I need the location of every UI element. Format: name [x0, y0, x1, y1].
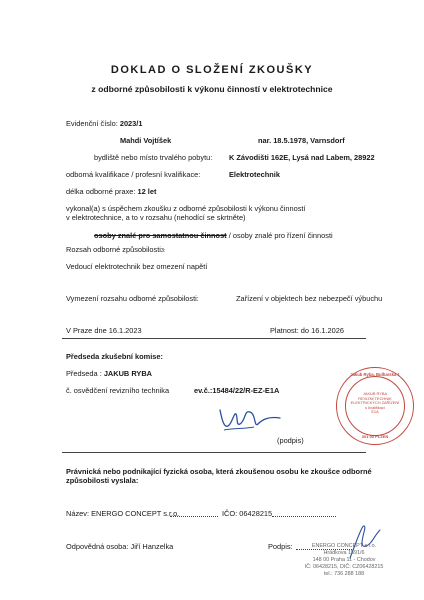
company-stamp-line: IČ: 06428215, DIČ: CZ06428215: [304, 564, 384, 570]
person-birth: nar. 18.5.1978, Varnsdorf: [258, 136, 345, 145]
examiner-stamp: [336, 367, 414, 445]
validity-date: Platnost: do 16.1.2026: [270, 326, 344, 335]
practice-value: 12 let: [137, 187, 157, 196]
company-stamp-line: 148 00 Praha 11 - Chodov: [312, 557, 376, 563]
delimitation-value: Zařízení v objektech bez nebezpečí výbuchu: [236, 294, 383, 303]
exam-text-line1: vykonal(a) s úspěchem zkoušku z odborné způsobilosti k výkonu činností: [66, 204, 306, 213]
document-subtitle: z odborné způsobilosti k výkonu činností v elektrotechnice: [91, 84, 333, 94]
scope-range-value: Vedoucí elektrotechnik bez omezení napětí: [66, 262, 208, 271]
responsible-row: [66, 542, 173, 551]
signature-caption: (podpis): [277, 436, 304, 445]
divider-bottom: [62, 452, 366, 453]
qualification-value: Elektrotechnik: [229, 170, 280, 179]
residence-label: bydliště nebo místo trvalého pobytu:: [94, 153, 213, 162]
company-stamp-line: ENERGO CONCEPT s.r.o.: [311, 543, 377, 549]
org-name-label: Název:: [66, 509, 90, 518]
commission-chair: [66, 369, 152, 378]
company-stamp-line: Hrádkova 1591/6: [323, 550, 365, 556]
document-title: DOKLAD O SLOŽENÍ ZKOUŠKY: [110, 64, 314, 76]
record-number: [66, 119, 142, 128]
person-name: Mahdi Vojtíšek: [120, 136, 172, 145]
stamp-line: REVIZNÍ TECHNIK: [358, 395, 392, 401]
stamp-ring-bottom: 301 00 PLZEŇ: [361, 434, 389, 439]
scope-range: [66, 245, 166, 256]
org-ico-row: [222, 509, 272, 518]
stamp-center: [349, 392, 401, 415]
divider-top: [62, 338, 366, 339]
stamp-line: JAKUB RYBA: [362, 391, 388, 396]
issue-place-date: V Praze dne 16.1.2023: [66, 326, 142, 335]
org-heading-line1: Právnická nebo podnikající fyzická osoba, která zkoušenou osobu ke zkoušce odborné: [66, 467, 372, 476]
scope-struck-option: osoby znalé pro samostatnou činnost: [94, 231, 227, 240]
chair-name: JAKUB RYBA: [103, 369, 152, 378]
practice-row: [66, 187, 156, 196]
cert-label: č. osvědčení revizního technika: [66, 386, 170, 395]
residence-value: K Závodišti 162E, Lysá nad Labem, 28922: [229, 153, 375, 162]
org-ico-dots: [272, 516, 336, 517]
responsible-label: Odpovědná osoba:: [66, 542, 129, 551]
org-sign-label: Podpis:: [268, 542, 293, 551]
chair-signature: [214, 402, 286, 436]
org-ico-label: IČO:: [222, 509, 238, 518]
org-ico-value: 06428215: [239, 509, 273, 518]
chair-label: Předseda :: [66, 369, 102, 378]
cert-value: ev.č.:15484/22/R-EZ-E1A: [194, 386, 280, 395]
stamp-ring-top: Jakub Ryba, Bulharská 1: [350, 372, 400, 377]
scope-selected-option: osoby znalé pro řízení činnosti: [232, 231, 333, 240]
company-stamp-line: tel.: 736 288 188: [323, 571, 365, 577]
scope-range-label: Rozsah odborné způsobilosti: [66, 245, 161, 254]
scope-range-suffix: 3:: [160, 248, 166, 254]
exam-text-line2: v elektrotechnice, a to v rozsahu (nehodící se skrtněte): [66, 213, 246, 222]
delimitation-label: Vymezení rozsahu odborné způsobilosti:: [66, 294, 199, 303]
scope-options: [94, 231, 333, 240]
stamp-line: s kvalifikací: [365, 404, 385, 410]
org-heading-line2: způsobilosti vyslala:: [66, 476, 139, 485]
qualification-label: odborná kvalifikace / profesní kvalifikace:: [66, 170, 201, 179]
record-number-label: Evidenční číslo:: [66, 119, 118, 128]
org-name-dots: [170, 516, 218, 517]
commission-heading: Předseda zkušební komise:: [66, 352, 163, 361]
org-name-row: [66, 509, 179, 518]
responsible-value: Jiří Hanzelka: [130, 542, 174, 551]
company-stamp: [292, 543, 396, 578]
stamp-line: E1A: [371, 409, 379, 415]
stamp-line: ELEKTRICKÝCH ZAŘÍZENÍ: [350, 400, 400, 406]
record-number-value: 2023/1: [119, 119, 143, 128]
practice-label: délka odborné praxe:: [66, 187, 136, 196]
scope-separator: /: [228, 231, 231, 240]
org-name-value: ENERGO CONCEPT s.r.o.: [91, 509, 180, 518]
